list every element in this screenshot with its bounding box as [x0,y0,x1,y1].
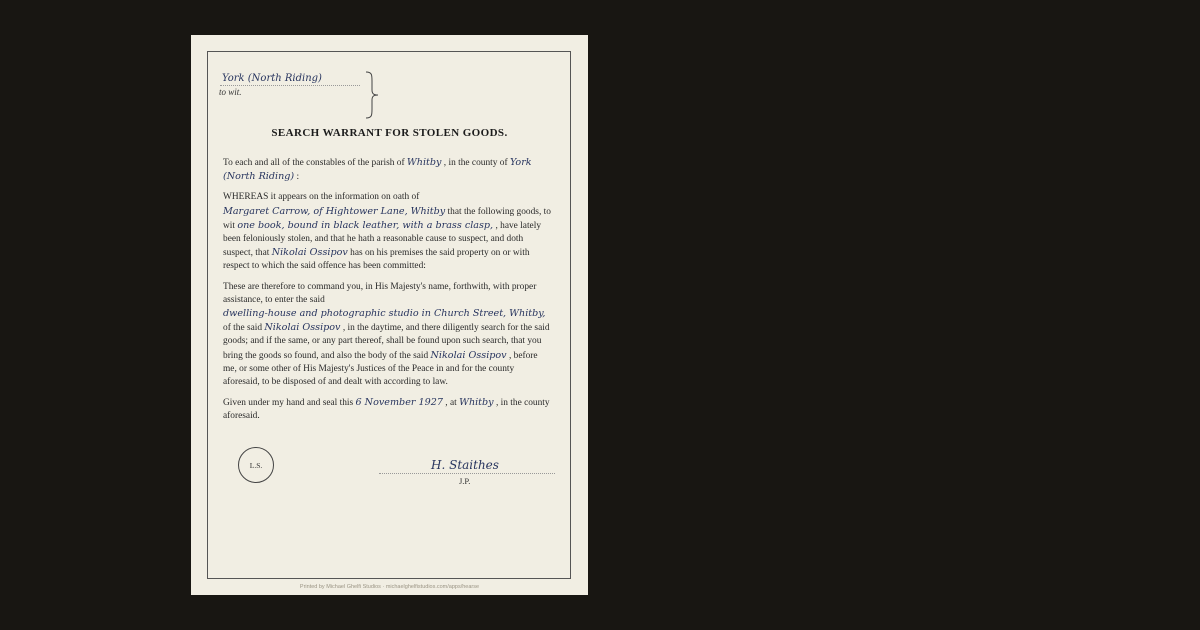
text-fragment: : [296,172,300,183]
paragraph-address [223,156,553,184]
suspect-fill: Nikolai Ossipov [430,349,507,361]
text-fragment: , in the county of [443,158,508,168]
text-fragment: WHEREAS it appears on the information on oath of [223,192,420,203]
text-fragment: To each and all of the constables of the parish of [223,158,405,168]
seal-label: L.S. [249,460,263,470]
text-fragment: that the following goods, to wit [223,206,551,231]
parish-fill: Whitby [406,157,442,168]
text-fragment: has on his premises the said property on or with respect to which the said offence has been committed: [223,248,530,272]
signatory-title: J.P. [459,476,471,486]
text-fragment: , at [445,398,457,409]
date-fill: 6 November 1927 [355,397,443,409]
text-fragment: , in the daytime, and there diligently search for the said goods; and if the same, or any part thereof, shall be found upon such search, that you bring the goods so found, and also the body of the said [223,323,550,361]
suspect-fill: Nikolai Ossipov [271,247,348,259]
warrant-body [223,156,553,431]
goods-fill: one book, bound in black leather, with a brass clasp, [237,219,494,231]
premises-fill: dwelling-house and photographic studio in Church Street, Whitby, [223,308,546,320]
paragraph-given [223,396,553,423]
informant-fill: Margaret Carrow, of Hightower Lane, Whitby [223,205,446,217]
document-title: SEARCH WARRANT FOR STOLEN GOODS. [271,127,508,139]
suspect-fill: Nikolai Ossipov [264,322,341,334]
text-fragment: , have lately been feloniously stolen, and that he hath a reasonable cause to suspect, and doth suspect, that [223,220,542,259]
signature: H. Staithes [431,458,499,472]
seal-circle [238,447,274,483]
warrant-page [191,35,588,595]
text-fragment: , before me, or some other of His Majesty's Justices of the Peace in and for the county aforesaid, to be disposed of and dealt with according to law. [223,350,538,388]
venue-county: York (North Riding) [222,73,322,84]
place-fill: Whitby [459,397,494,409]
to-wit-label: to wit. [219,87,242,97]
paragraph-command [223,281,553,390]
paragraph-whereas [223,191,553,273]
text-fragment: Given under my hand and seal this [223,398,354,409]
printer-footer: Printed by Michael Ghelfi Studios · michaelghelfistudios.com/apps/hearse [299,584,480,590]
brace-icon [364,71,380,119]
text-fragment: These are therefore to command you, in His Majesty's name, forthwith, with proper assistance, to enter the said [223,281,537,305]
county-fill: York (North Riding) [223,157,532,183]
text-fragment: of the said [223,323,263,334]
text-fragment: , in the county aforesaid. [223,398,550,422]
